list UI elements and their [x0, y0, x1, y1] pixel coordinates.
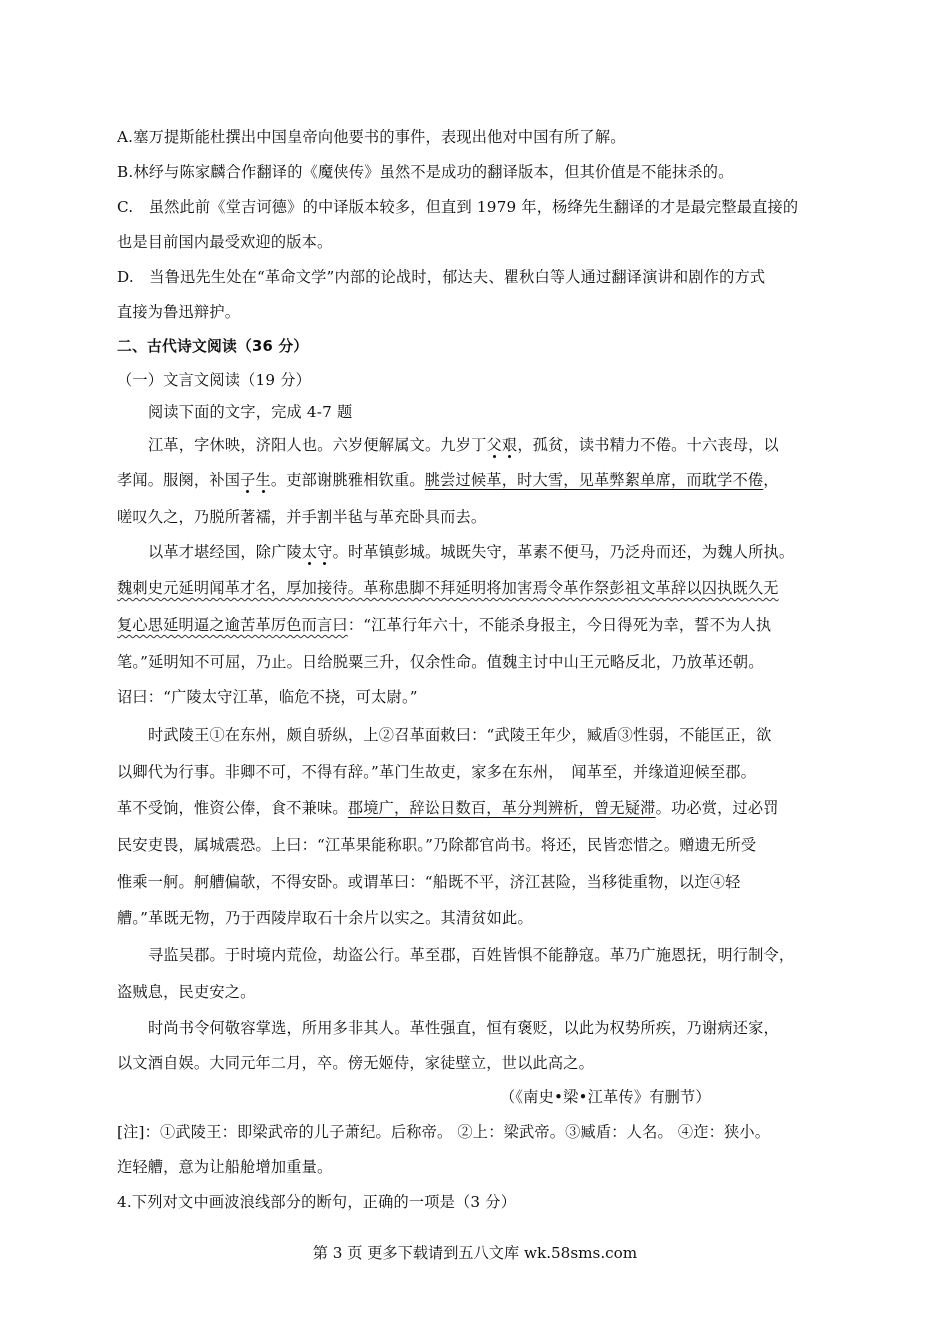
passage-line: 诏曰：“广陵太守江革，临危不挠，可太尉。” — [117, 688, 418, 706]
option-b: B.林纾与陈家麟合作翻译的《魔侠传》虽然不是成功的翻译版本，但其价值是不能抹杀的。 — [117, 163, 734, 181]
instruction: 阅读下面的文字，完成 4-7 题 — [148, 403, 353, 421]
passage-line: 惟乘一舸。舸艚偏欹，不得安卧。或谓革曰：“船既不平，济江甚险，当移徙重物，以迮④轻 — [117, 873, 741, 891]
passage-line: 民安吏畏，属城震恐。上曰：“江革果能称职。”乃除都官尚书。将还，民皆恋惜之。赠遗无所受 — [117, 836, 757, 854]
text-run: 革不受饷，惟资公俸，食不兼味。 — [117, 799, 348, 817]
passage-line: 时尚书令何敬容掌选，所用多非其人。革性强直，恒有褒贬，以此为权势所疾，乃谢病还家， — [148, 1019, 779, 1037]
passage-line — [148, 435, 857, 455]
text-run: 江革，字休映，济阳人也。六岁便解属文。九岁丁 — [148, 436, 487, 454]
underlined-sentence: 郡境广，辞讼日数百，革分判辨析，曾无疑滞 — [347, 799, 656, 817]
subsection-title: （一）文言文阅读（19 分） — [117, 371, 312, 389]
passage-line: 寻监吴郡。于时境内荒俭，劫盗公行。革至郡，百姓皆惧不能静寇。革乃广施恩抚，明行制令， — [148, 946, 795, 964]
page-footer: 第 3 页 更多下载请到五八文库 wk.58sms.com — [312, 1244, 638, 1262]
wavy-line-passage: 复心思延明逼之逾苦革厉色而言曰 — [117, 616, 348, 634]
passage-line: 时武陵王①在东州，颇自骄纵，上②召革面敕曰：“武陵王年少，臧盾③性弱，不能匡正，欲 — [148, 726, 772, 744]
emphasis-char: 生 — [255, 471, 271, 489]
underlined-sentence: 朓尝过候革，时大雪，见革弊絮单席，而耽学不倦 — [424, 471, 764, 489]
text-run: 。吏部谢朓雅相钦重。 — [270, 471, 425, 489]
option-a: A.塞万提斯能杜撰出中国皇帝向他要书的事件，表现出他对中国有所了解。 — [117, 128, 626, 146]
text-run: ，孤贫，读书精力不倦。十六丧母，以 — [517, 436, 779, 454]
text-run: ：“江革行年六十，不能杀身报主，今日得死为幸，誓不为人执 — [347, 616, 772, 634]
question-4: 4.下列对文中画波浪线部分的断句，正确的一项是（3 分） — [117, 1193, 517, 1211]
text-run: 孝闻。服阕，补国 — [117, 471, 241, 489]
notes-line: [注]：①武陵王：即梁武帝的儿子萧纪。后称帝。 ②上：梁武帝。③臧盾：人名。 ④迮：狭小。 — [117, 1123, 771, 1141]
emphasis-char: 子 — [240, 471, 256, 489]
emphasis-char: 守 — [317, 543, 333, 561]
passage-line: 艚。”革既无物，乃于西陵岸取石十余片以实之。其清贫如此。 — [117, 909, 533, 927]
emphasis-char: 父 — [486, 436, 502, 454]
emphasis-char: 太 — [301, 543, 318, 561]
passage-line: 嗟叹久之，乃脱所著襦，并手割半毡与革充卧具而去。 — [117, 508, 487, 526]
text-run: 以革才堪经国，除广陵 — [148, 543, 302, 561]
passage-line — [117, 470, 857, 490]
section-title: 二、古代诗文阅读（36 分） — [117, 338, 309, 355]
passage-line — [117, 798, 857, 818]
wavy-line-passage: 魏刺史元延明闻革才名，厚加接待。革称患脚不拜延明将加害焉令革作祭彭祖文革辞以囚执既久无 — [117, 579, 779, 597]
option-c-line2: 也是目前国内最受欢迎的版本。 — [117, 233, 333, 251]
option-c-line1: C. 虽然此前《堂吉诃德》的中译版本较多，但直到 1979 年，杨绛先生翻译的才是最完整最直接的 — [117, 198, 799, 216]
text-run: 。时革镇彭城。城既失守，革素不便马，乃泛舟而还，为魏人所执。 — [332, 543, 795, 561]
passage-line — [117, 615, 857, 635]
passage-line: 以卿代为行事。非卿不可，不得有辞。”革门生故吏，家多在东州， 闻革至，并缘道迎候至郡。 — [117, 763, 757, 781]
text-run: ， — [763, 471, 779, 489]
passage-line: 盗贼息，民吏安之。 — [117, 983, 256, 1001]
passage-line — [148, 542, 857, 562]
text-run: 。功必赏，过必罚 — [655, 799, 779, 817]
passage-line: 以文酒自娱。大同元年二月，卒。傍无姬侍，家徒壁立，世以此高之。 — [117, 1054, 595, 1072]
passage-source: （《南史•梁•江革传》有删节） — [500, 1088, 711, 1106]
option-d-line2: 直接为鲁迅辩护。 — [117, 303, 241, 321]
passage-line: 笔。”延明知不可屈，乃止。日给脱粟三升，仅余性命。值魏主讨中山王元略反北，乃放革还朝。 — [117, 653, 764, 671]
notes-line: 迮轻艚，意为让船舱增加重量。 — [117, 1158, 333, 1176]
emphasis-char: 艰 — [501, 436, 518, 454]
option-d-line1: D. 当鲁迅先生处在“革命文学”内部的论战时，郁达夫、瞿秋白等人通过翻译演讲和剧作的方式 — [117, 268, 766, 286]
